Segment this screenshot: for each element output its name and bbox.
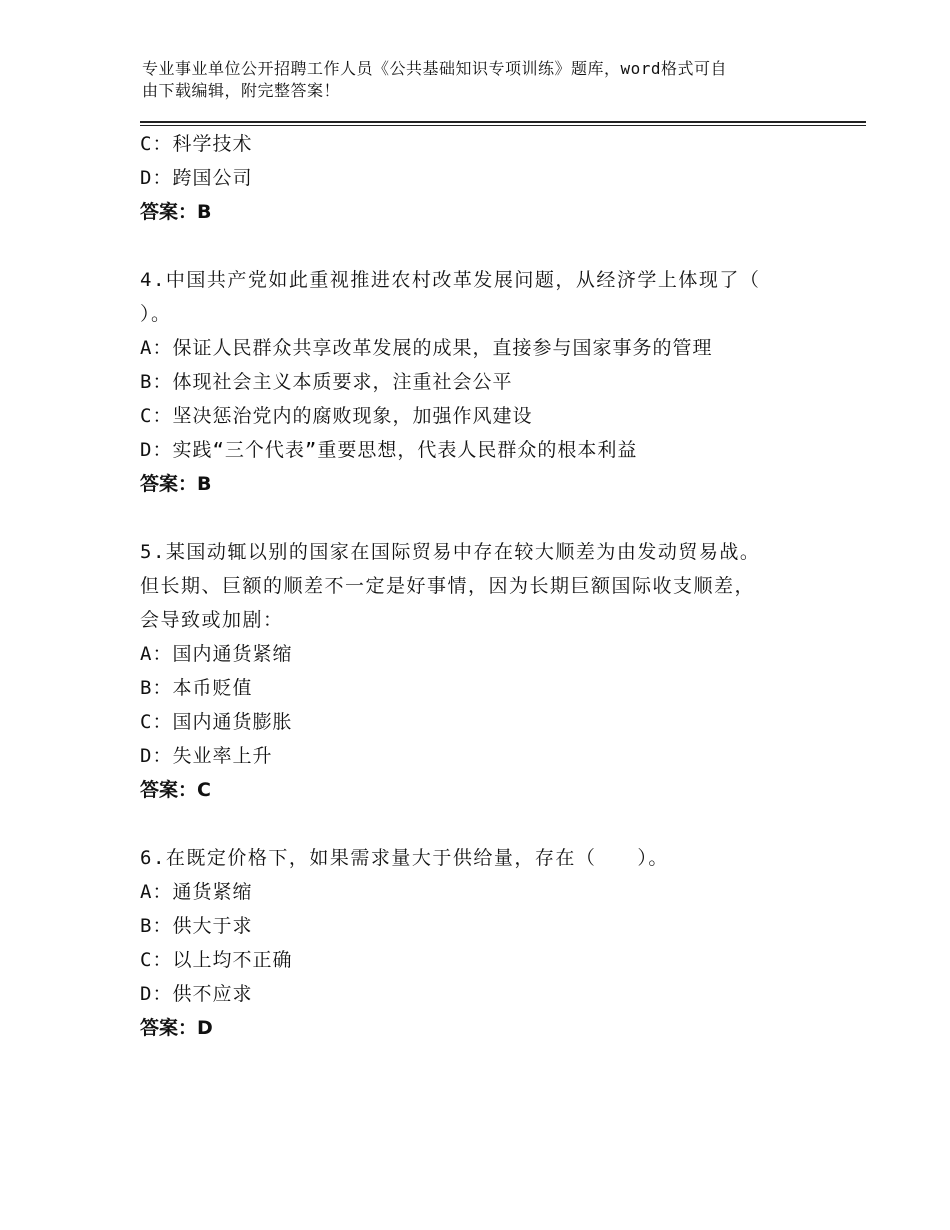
header-line-2: 由下载编辑，附完整答案！ <box>142 81 341 100</box>
option-a: A：国内通货紧缩 <box>140 643 293 665</box>
option-a: A：保证人民群众共享改革发展的成果，直接参与国家事务的管理 <box>140 337 713 359</box>
question-stem-line: 会导致或加剧： <box>140 609 284 631</box>
option-c: C：坚决惩治党内的腐败现象，加强作风建设 <box>140 405 533 427</box>
answer-label: 答案： <box>140 1017 198 1039</box>
question-block-4 <box>140 263 800 501</box>
question-block-3 <box>140 127 800 229</box>
option-b: B：体现社会主义本质要求，注重社会公平 <box>140 371 513 393</box>
answer-label: 答案： <box>140 779 198 801</box>
option-d: D：失业率上升 <box>140 745 273 767</box>
answer-line <box>140 195 800 229</box>
question-block-5 <box>140 535 800 807</box>
option-b: B：供大于求 <box>140 915 253 937</box>
option-c: C：科学技术 <box>140 133 253 155</box>
answer-line <box>140 773 800 807</box>
header-divider-thick <box>140 121 866 123</box>
answer-value: B <box>197 473 212 495</box>
question-list <box>140 127 800 1045</box>
option-c: C：国内通货膨胀 <box>140 711 293 733</box>
option-d: D：跨国公司 <box>140 167 253 189</box>
header-line-1: 专业事业单位公开招聘工作人员《公共基础知识专项训练》题库，word格式可自 <box>142 59 728 78</box>
question-stem-line: 但长期、巨额的顺差不一定是好事情，因为长期巨额国际收支顺差， <box>140 575 756 597</box>
answer-line <box>140 1011 800 1045</box>
answer-value: B <box>197 201 212 223</box>
question-stem-line: 5.某国动辄以别的国家在国际贸易中存在较大顺差为由发动贸易战。 <box>140 541 761 563</box>
question-block-6 <box>140 841 800 1045</box>
answer-label: 答案： <box>140 473 198 495</box>
option-d: D：供不应求 <box>140 983 253 1005</box>
answer-value: D <box>197 1017 213 1039</box>
option-b: B：本币贬值 <box>140 677 253 699</box>
header-divider-thin <box>140 125 866 126</box>
option-d: D：实践“三个代表”重要思想，代表人民群众的根本利益 <box>140 439 638 461</box>
answer-label: 答案： <box>140 201 198 223</box>
question-stem-line: 6.在既定价格下，如果需求量大于供给量，存在（ ）。 <box>140 847 669 869</box>
document-header <box>142 58 812 102</box>
answer-value: C <box>197 779 211 801</box>
option-c: C：以上均不正确 <box>140 949 293 971</box>
option-a: A：通货紧缩 <box>140 881 253 903</box>
answer-line <box>140 467 800 501</box>
question-stem-line: ）。 <box>140 303 172 325</box>
question-stem-line: 4.中国共产党如此重视推进农村改革发展问题，从经济学上体现了（ <box>140 269 761 291</box>
